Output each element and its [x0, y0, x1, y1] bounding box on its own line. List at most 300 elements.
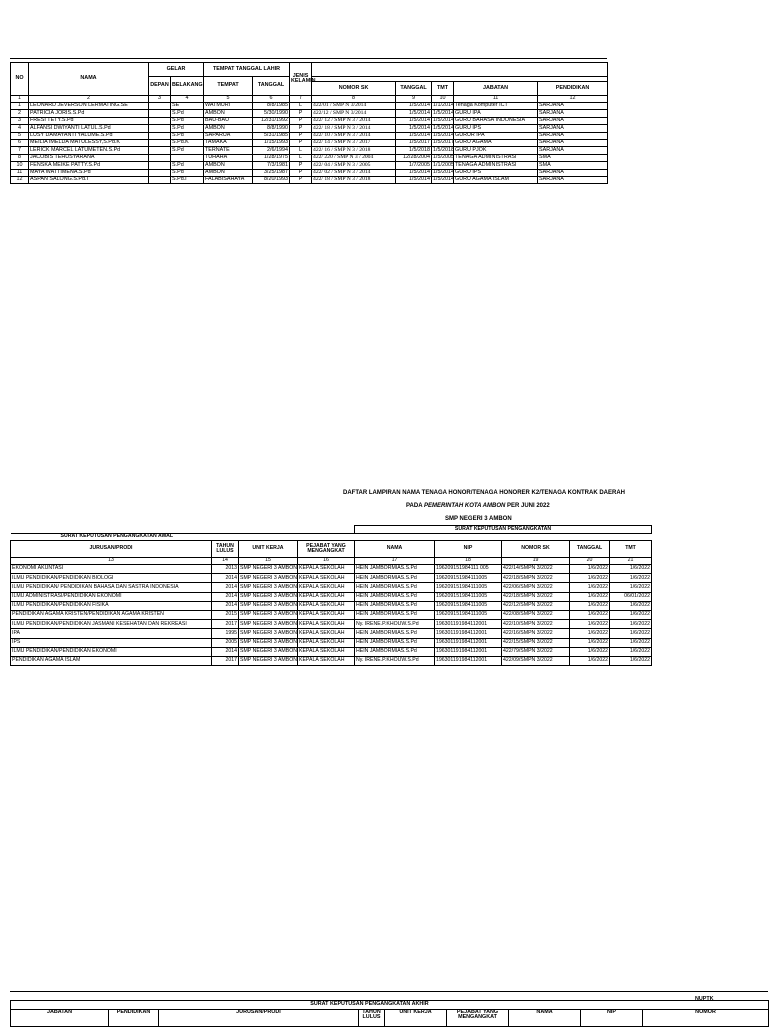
column-header: TAHUN LULUS — [212, 541, 239, 558]
col-number: 16 — [298, 558, 355, 565]
table-cell: 422/ 220 / SMP N 3 / 2004 — [312, 154, 396, 161]
table-cell: L — [290, 147, 312, 154]
table-row — [11, 601, 652, 610]
table-cell: 1/6/2022 — [610, 620, 652, 629]
table-cell: 422/10/SMPN 3/2022 — [502, 620, 570, 629]
table-cell: PENDIDIKAN AGAMA KRISTEN/PENDIDIKAN AGAMA KRISTEN — [11, 610, 212, 619]
document-title: DAFTAR LAMPIRAN NAMA TENAGA HONOR/TENAGA HONORER K2/TENAGA KONTRAK DAERAH — [343, 490, 625, 496]
table-cell: S.Pd.K — [171, 139, 204, 146]
table-cell — [149, 110, 171, 117]
table-cell: 1/5/2014 — [433, 109, 454, 116]
table-cell: LUSY DAMAYANTI YALUME.S.Pd — [29, 132, 149, 139]
table-row — [11, 629, 652, 638]
table-cell: 422/18/SMPN 3/2022 — [502, 592, 570, 601]
col-number: 15 — [239, 558, 298, 565]
table-cell: ILMU PENDIDIKAN/PENDIDIKAN EKONOMI — [11, 647, 212, 656]
table-cell: 422/79/SMPN 3/2022 — [502, 647, 570, 656]
table-cell: P — [290, 169, 312, 176]
column-number-row — [11, 558, 652, 565]
table-cell: 1 — [11, 103, 29, 110]
staff-table — [10, 62, 608, 184]
column-number-row — [11, 96, 608, 103]
final-appointment-table — [10, 1000, 769, 1027]
table-row — [11, 125, 608, 132]
table-cell: 1/5/2014 — [396, 132, 432, 139]
table-cell: SMP NEGERI 3 AMBON — [239, 583, 298, 592]
table-cell: 1/6/2022 — [610, 638, 652, 647]
table-cell: 1/5/2017 — [396, 139, 432, 146]
table-cell: 422/ 12 / SMP N 3 / 2014 — [312, 117, 396, 124]
table-cell: 1/5/2014 — [396, 110, 432, 117]
table-cell: 1/5/2014 — [396, 176, 432, 183]
table-cell: IPS — [11, 638, 212, 647]
table-cell: SMA — [538, 162, 608, 169]
table-cell: 422/12 / SMP N 3/2014 — [312, 110, 396, 117]
table-cell: 422/ 14 / SMP N 3 / 2017 — [312, 139, 396, 146]
group-header-akhir: SURAT KEPUTUSAN PENGANGKATAN AKHIR — [159, 1001, 581, 1010]
table-cell: KEPALA SEKOLAH — [298, 647, 355, 656]
bottom-rule — [10, 991, 768, 992]
table-cell: 1/5/2014 — [433, 169, 454, 175]
group-header-left: SURAT KEPUTUSAN PENGANGKATAN AWAL — [11, 534, 435, 541]
header-belakang: BELAKANG — [171, 77, 204, 96]
col-number: 3 — [149, 96, 171, 103]
table-cell: 1/6/2022 — [610, 601, 652, 610]
table-cell: 6 — [11, 139, 29, 146]
table-cell: Tenaga Komputer ICT — [454, 103, 538, 110]
table-cell: HEIN JAMBORMIAS.S.Pd — [355, 574, 435, 583]
header-blank — [312, 63, 608, 77]
table-cell: 12/28/2004 — [396, 154, 432, 161]
table-cell: TAMAKA — [204, 139, 253, 146]
table-cell: AMBON — [204, 110, 253, 117]
top-rule — [10, 58, 607, 59]
table-cell: 1/5/2014 — [396, 103, 432, 110]
table-cell: 422/08/SMPN 3/2022 — [502, 610, 570, 619]
table-cell: 1/5/2014 — [433, 176, 454, 183]
table-cell: 5 — [11, 132, 29, 139]
header-depan: DEPAN — [149, 77, 171, 96]
table-cell: ASPAN SALONG.S.Pd.I — [29, 176, 149, 183]
table-cell: AMBON — [204, 125, 253, 132]
table-cell: 196209151984111005 — [435, 601, 502, 610]
column-header: NOMOR SK — [502, 541, 570, 558]
table-cell: SAPARUA — [204, 132, 253, 139]
table-cell: 196301191984112001 — [435, 638, 502, 647]
col-number: 19 — [502, 558, 570, 565]
table-cell: 2015 — [212, 610, 239, 619]
table-cell: 422/ 16 / SMP N 3 / 2018 — [312, 147, 396, 154]
table-cell: 8/8/1985 — [253, 103, 290, 110]
table-cell: AMBON — [204, 162, 253, 169]
table-cell: 422/14/SMPN 3/2022 — [502, 565, 570, 574]
table-cell: SMP NEGERI 3 AMBON — [239, 620, 298, 629]
table-cell: SMP NEGERI 3 AMBON — [239, 638, 298, 647]
table-cell: 2014 — [212, 574, 239, 583]
table-cell: S.Pd — [171, 125, 204, 132]
table-cell: S.Pd — [171, 147, 204, 154]
table-cell: 1995 — [212, 629, 239, 638]
table-cell: 2/6/1994 — [253, 147, 290, 154]
table-cell: BAU-BAU — [204, 117, 253, 124]
table-cell: SMP NEGERI 3 AMBON — [239, 610, 298, 619]
table-cell: TERNATE — [204, 147, 253, 154]
column-header: NIP — [435, 541, 502, 558]
table-cell: 196301191984112001 — [435, 620, 502, 629]
table-cell: 196209151984111 005 — [435, 565, 502, 574]
table-cell: GURU PJOK — [454, 147, 538, 154]
table-cell: SARJANA — [538, 132, 608, 139]
table-cell: P — [290, 176, 312, 183]
table-cell: 2017 — [212, 620, 239, 629]
table-cell: FRESI TETY.S.Pd — [29, 117, 149, 124]
table-cell — [149, 162, 171, 169]
table-cell: GURU AGAMA ISLAM — [454, 176, 538, 183]
table-cell: 1/28/1975 — [253, 154, 290, 161]
table-cell: 422/ 04 / SMP N 3 / 2005 — [312, 162, 396, 169]
table-cell: SMP NEGERI 3 AMBON — [239, 629, 298, 638]
header-pendidikan: PENDIDIKAN — [538, 82, 608, 96]
table-cell: TUHAHA — [204, 154, 253, 161]
table-cell: S.Pd — [171, 132, 204, 139]
table-cell: IPA — [11, 629, 212, 638]
table-row — [11, 656, 652, 665]
table-cell: SARJANA — [538, 139, 608, 146]
table-cell: 1/6/2022 — [610, 629, 652, 638]
col-number: 9 — [396, 96, 432, 103]
table-cell: 2013 — [212, 565, 239, 574]
table-row — [11, 132, 608, 139]
table-cell: S.Pd — [171, 117, 204, 124]
table-cell: ALFANSI DWIYANTI LATUL.S.Pd — [29, 125, 149, 132]
table-cell — [149, 125, 171, 132]
table-cell: SMA — [538, 154, 608, 161]
table-cell: 1/6/2022 — [570, 601, 610, 610]
table-cell: 422/ 10 / SMP N 3 / 2014 — [312, 132, 396, 139]
table-cell: L — [290, 103, 312, 110]
table-row — [11, 638, 652, 647]
table-cell: MAYA WATTIMENA.S.Pd — [29, 169, 149, 176]
header-gelar: GELAR — [149, 63, 204, 77]
table-cell: S.Pd — [171, 162, 204, 169]
table-cell: 06/01/2022 — [610, 592, 652, 601]
table-row — [11, 110, 608, 117]
table-cell: Ny. IRENE.P.KHOUW.S.Pd — [355, 656, 435, 665]
col-number: 6 — [253, 96, 290, 103]
table-cell: 196209151984111005 — [435, 610, 502, 619]
table-cell: 1/1/2005 — [433, 161, 454, 168]
table-cell: 1/6/2022 — [570, 565, 610, 574]
table-cell: 422/15/SMPN 3/2022 — [502, 638, 570, 647]
table-cell: 5/30/1990 — [253, 110, 290, 117]
table-cell: LERICK MARCEL LATUMETEN.S.Pd — [29, 147, 149, 154]
table-cell: KEPALA SEKOLAH — [298, 629, 355, 638]
table-cell: 422/06/SMPN 3/2022 — [502, 583, 570, 592]
table-cell: L — [290, 154, 312, 161]
table-cell: 1/5/2014 — [433, 124, 454, 131]
table-cell: 196301191984112001 — [435, 629, 502, 638]
col-number: 14 — [212, 558, 239, 565]
table-cell: ILMU PENDIDIKAN/PENDIDIKAN BIOLOGI — [11, 574, 212, 583]
table-cell: 422/ 18 / SMP N 3 / 2014 — [312, 125, 396, 132]
column-header: NIP — [581, 1010, 643, 1027]
appointment-table — [10, 525, 652, 666]
table-cell: 1/6/2022 — [570, 574, 610, 583]
table-cell: 2014 — [212, 592, 239, 601]
table-cell: KEPALA SEKOLAH — [298, 565, 355, 574]
table-cell: S.Pd — [171, 110, 204, 117]
col-number: 10 — [432, 96, 454, 103]
col-number: 4 — [171, 96, 204, 103]
table-cell: 7 — [11, 147, 29, 154]
table-cell — [149, 139, 171, 146]
table-row — [11, 176, 608, 183]
table-cell: ILMU PENDIDIKAN/PENDIDIKAN JASMANI KESEHATAN DAN REKREASI — [11, 620, 212, 629]
table-cell: 422/18/SMPN 3/2022 — [502, 574, 570, 583]
table-cell: EKONOMI AKUNTASI — [11, 565, 212, 574]
table-cell: ILMU ADMINISTRASI/PENDIDIKAN EKONOMI — [11, 592, 212, 601]
table-cell: 1/6/2022 — [570, 583, 610, 592]
table-cell: 2014 — [212, 583, 239, 592]
table-row — [11, 565, 652, 574]
table-row — [11, 103, 608, 110]
table-cell: 8/20/1993 — [253, 176, 290, 183]
table-row — [11, 620, 652, 629]
table-cell: 12/31/1992 — [253, 117, 290, 124]
table-cell: 2 — [11, 110, 29, 117]
table-cell: 196301191984112001 — [435, 656, 502, 665]
table-cell: SARJANA — [538, 147, 608, 154]
table-cell: 1/6/2022 — [610, 647, 652, 656]
subtitle-suffix: PER JUNI 2022 — [505, 503, 550, 509]
table-cell — [149, 169, 171, 176]
table-cell: 1/6/2022 — [610, 565, 652, 574]
table-cell: HEIN JAMBORMIAS.S.Pd — [355, 592, 435, 601]
table-cell: GURUR IPA — [454, 132, 538, 139]
table-cell: GURU BAHASA INDONESIA — [454, 117, 538, 124]
col-number: 12 — [538, 96, 608, 103]
header-tanggal-sk: TANGGAL — [396, 82, 432, 96]
school-name: SMP NEGERI 3 AMBON — [445, 516, 512, 522]
table-cell: AMBON — [204, 169, 253, 176]
column-header: PEJABAT YANG MENGANGKAT — [447, 1010, 509, 1027]
column-header: PEJABAT YANG MENGANGKAT — [298, 541, 355, 558]
table-cell: KEPALA SEKOLAH — [298, 656, 355, 665]
table-cell: 1/6/2022 — [570, 592, 610, 601]
table-cell: 3 — [11, 117, 29, 124]
col-number: 11 — [454, 96, 538, 103]
header-jabatan: JABATAN — [454, 82, 538, 96]
table-cell: ILMU PENDIDIKAN/ PENDIDIKAN BAHASA DAN SASTRA INDONESIA — [11, 583, 212, 592]
table-cell: 8 — [11, 154, 29, 161]
table-cell: SARJANA — [538, 103, 608, 110]
table-cell: KEPALA SEKOLAH — [298, 574, 355, 583]
column-header: PENDIDIKAN — [109, 1010, 159, 1027]
table-cell — [149, 176, 171, 183]
col-number: 21 — [610, 558, 652, 565]
table-cell: Ny. IRENE.P.KHOUW.S.Pd — [355, 620, 435, 629]
table-cell: SARJANA — [538, 176, 608, 183]
table-cell: 422/ 02 / SMP N 3 / 2014 — [312, 169, 396, 176]
table-cell: SMP NEGERI 3 AMBON — [239, 592, 298, 601]
table-cell: SMP NEGERI 3 AMBON — [239, 656, 298, 665]
table-cell — [149, 103, 171, 110]
table-cell: HEIN JAMBORMIAS.S.Pd — [355, 583, 435, 592]
table-cell: HEIN JAMBORMIAS.S.Pd — [355, 647, 435, 656]
table-cell: 11 — [11, 169, 29, 176]
table-cell: HEIN JAMBORMIAS.S.Pd — [355, 629, 435, 638]
col-number: 13 — [11, 558, 212, 565]
table-row — [11, 117, 608, 124]
header-tmt: TMT — [432, 82, 454, 96]
table-cell: SARJANA — [538, 125, 608, 132]
table-cell: 1/6/2022 — [610, 574, 652, 583]
table-cell: S.Pd.I — [171, 176, 204, 183]
table-cell: JACOBIS TEHUSYARANA — [29, 154, 149, 161]
table-cell: P — [290, 125, 312, 132]
table-cell: GURU AGAMA — [454, 139, 538, 146]
table-cell: P — [290, 139, 312, 146]
table-row — [11, 610, 652, 619]
table-cell: 422/01 / SMP N 3/2014 — [312, 103, 396, 110]
table-cell: KEPALA SEKOLAH — [298, 620, 355, 629]
table-cell: 1/6/2022 — [570, 647, 610, 656]
table-cell: HEIN JAMBORMIAS.S.Pd — [355, 610, 435, 619]
table-cell: SARJANA — [538, 110, 608, 117]
table-cell — [149, 117, 171, 124]
nuptk-label: NUPTK — [695, 996, 714, 1002]
table-cell: KEPALA SEKOLAH — [298, 638, 355, 647]
column-header: NAMA — [355, 541, 435, 558]
table-cell: TENAGA ADMINISTRASI — [454, 154, 538, 161]
table-cell: GURU IPA — [454, 110, 538, 117]
table-cell: PENDIDIKAN AGAMA ISLAM — [11, 656, 212, 665]
header-jenis-kelamin: JENIS KELAMIN — [290, 63, 312, 96]
table-cell: 8/8/1990 — [253, 125, 290, 132]
table-cell: SMP NEGERI 3 AMBON — [239, 647, 298, 656]
table-cell: LEONARD JEVERSON LERMATING.SE — [29, 103, 149, 110]
table-row — [11, 154, 608, 161]
table-cell: 3/25/1987 — [253, 169, 290, 176]
table-row — [11, 147, 608, 154]
table-cell: 1/5/2018 — [396, 147, 432, 154]
table-cell: 1/6/2022 — [570, 629, 610, 638]
table-cell: SARJANA — [538, 117, 608, 124]
column-header: TAHUN LULUS — [359, 1010, 385, 1027]
col-number: 5 — [204, 96, 253, 103]
table-cell: 5/31/1985 — [253, 132, 290, 139]
header-nama: NAMA — [29, 63, 149, 96]
table-cell: PATRICIA JORIS.S.Pd — [29, 110, 149, 117]
table-cell — [149, 154, 171, 161]
header-tempat: TEMPAT — [204, 77, 253, 96]
table-cell: 1/5/2018 — [433, 146, 454, 153]
table-cell: 1/5/2005 — [433, 154, 454, 161]
table-cell: 1/6/2022 — [570, 656, 610, 665]
table-cell: GURU IPS — [454, 169, 538, 176]
table-cell — [149, 147, 171, 154]
header-ttl: TEMPAT TANGGAL LAHIR — [204, 63, 290, 77]
table-cell: 2017 — [212, 656, 239, 665]
table-cell: 422/12/SMPN 3/2022 — [502, 601, 570, 610]
table-cell: 7/3/1981 — [253, 162, 290, 169]
column-header: UNIT KERJA — [385, 1010, 447, 1027]
table-cell: GURU IPS — [454, 125, 538, 132]
table-cell: SMP NEGERI 3 AMBON — [239, 601, 298, 610]
table-row — [11, 139, 608, 146]
header-no: NO — [11, 63, 29, 96]
table-cell: 1/6/2022 — [610, 656, 652, 665]
table-cell: SARJANA — [538, 169, 608, 176]
table-cell: 1/5/2017 — [433, 139, 454, 146]
table-cell: 1/5/2014 — [396, 117, 432, 124]
table-row — [11, 574, 652, 583]
subtitle-italic: PEMERINTAH KOTA AMBON — [424, 503, 506, 509]
col-number: 8 — [312, 96, 396, 103]
table-row — [11, 592, 652, 601]
table-row — [11, 647, 652, 656]
table-cell: 1/5/2014 — [433, 117, 454, 124]
table-cell: MEILIA IMELDA MATULESSY,S.Pd.K — [29, 139, 149, 146]
table-cell: 1/7/2005 — [396, 162, 432, 169]
table-cell: HEIN JAMBORMIAS.S.Pd — [355, 638, 435, 647]
table-cell: 422/ 18 / SMP N 3 / 2018 — [312, 176, 396, 183]
header-nomor-sk: NOMOR SK — [312, 82, 396, 96]
table-cell: 1/5/2014 — [396, 125, 432, 132]
table-cell: KEPALA SEKOLAH — [298, 610, 355, 619]
table-cell: 1/6/2022 — [610, 610, 652, 619]
table-cell: 10 — [11, 162, 29, 169]
table-cell: 422/09/SMPN 3/2022 — [502, 656, 570, 665]
table-row — [11, 162, 608, 169]
table-cell: WATMURI — [204, 103, 253, 110]
table-cell: HEIN JAMBORMIAS.S.Pd — [355, 601, 435, 610]
column-header: JURUSAN/PRODI — [159, 1010, 359, 1027]
table-cell: TENAGA ADMINISTRASI — [454, 162, 538, 169]
column-header: JABATAN — [11, 1010, 109, 1027]
col-number: 18 — [435, 558, 502, 565]
col-number: 20 — [570, 558, 610, 565]
table-cell: 196209151984111005 — [435, 583, 502, 592]
table-cell: 1/5/2014 — [433, 132, 454, 139]
table-cell: FALABISAHAYA — [204, 176, 253, 183]
subtitle-prefix: PADA — [406, 503, 424, 509]
table-cell: HEIN JAMBORMIAS.S.Pd — [355, 565, 435, 574]
table-cell: SE — [171, 103, 204, 110]
column-header: NOMOR — [643, 1010, 769, 1027]
table-cell — [149, 132, 171, 139]
column-header: UNIT KERJA — [239, 541, 298, 558]
table-cell: P — [290, 132, 312, 139]
header-tanggal: TANGGAL — [253, 77, 290, 96]
column-header: NAMA — [509, 1010, 581, 1027]
table-row — [11, 583, 652, 592]
table-cell — [171, 154, 204, 161]
table-cell: 1/6/2022 — [570, 610, 610, 619]
table-cell: 2005 — [212, 638, 239, 647]
group-header-right: SURAT KEPUTUSAN PENGANGKATAN — [355, 526, 652, 534]
table-cell: 1/6/2022 — [570, 620, 610, 629]
table-cell: P — [290, 110, 312, 117]
col-number: 7 — [290, 96, 312, 103]
table-cell: 196209151984111005 — [435, 574, 502, 583]
document-subtitle — [406, 503, 550, 509]
table-cell: 1/6/2022 — [570, 638, 610, 647]
table-row — [11, 169, 608, 176]
table-cell: SMP NEGERI 3 AMBON — [239, 565, 298, 574]
table-cell: 2014 — [212, 647, 239, 656]
table-cell: 422/16/SMPN 3/2022 — [502, 629, 570, 638]
